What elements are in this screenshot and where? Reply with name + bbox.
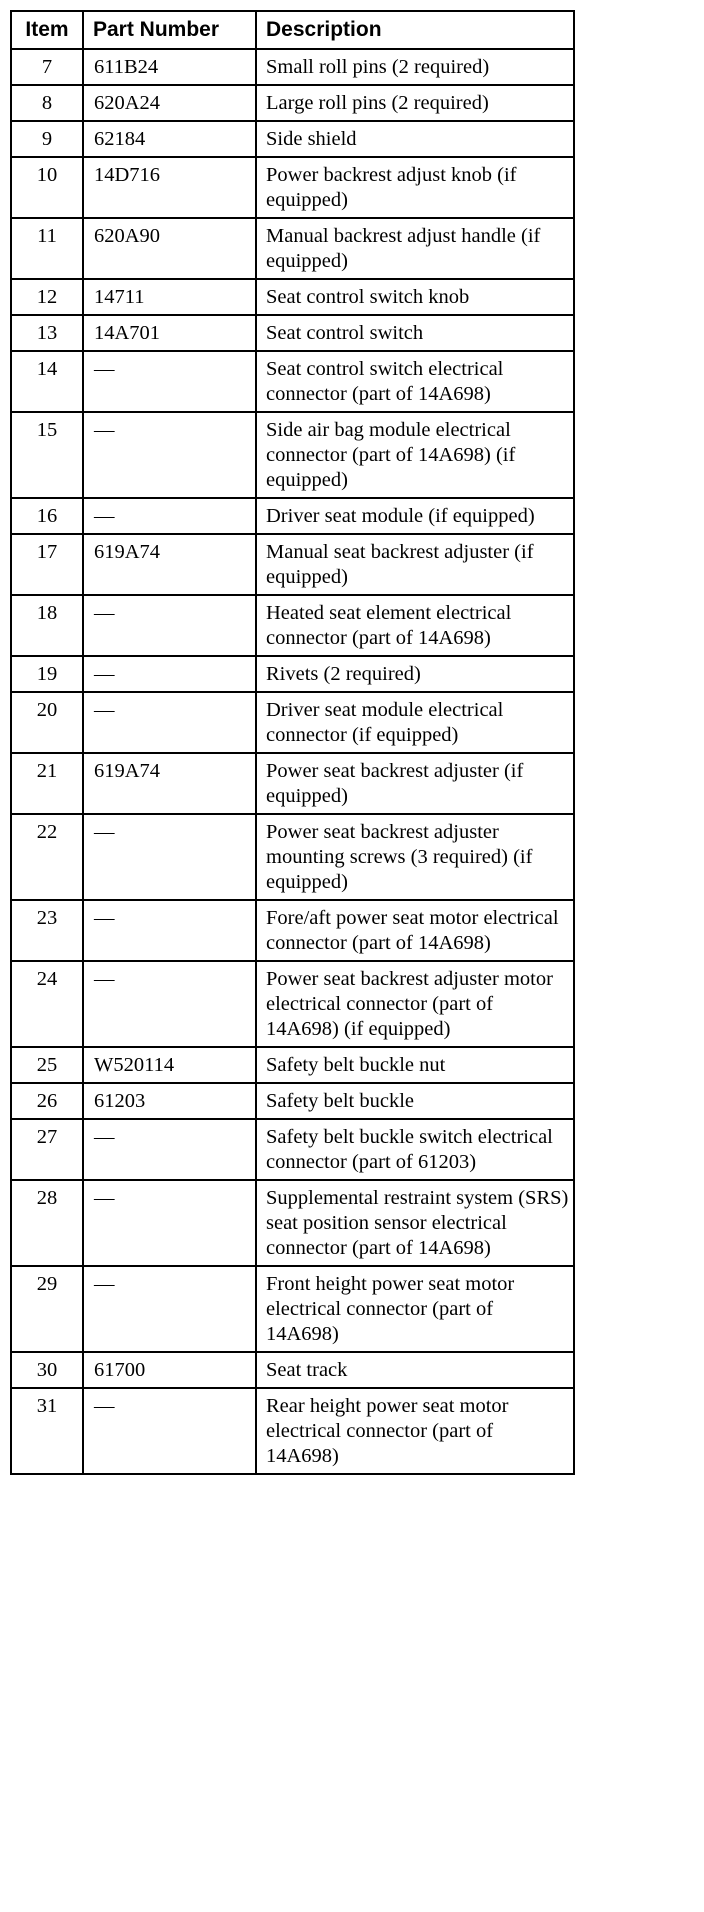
item-number-cell: 12 <box>11 279 83 315</box>
table-header <box>11 11 574 49</box>
table-row <box>11 1266 574 1352</box>
item-number-cell: 25 <box>11 1047 83 1083</box>
part-number-cell: — <box>83 412 256 498</box>
item-number-cell: 20 <box>11 692 83 753</box>
description-cell: Rear height power seat motor electrical connector (part of 14A698) <box>256 1388 574 1474</box>
part-number-cell: — <box>83 656 256 692</box>
table-row <box>11 218 574 279</box>
table-row <box>11 692 574 753</box>
item-number-cell: 28 <box>11 1180 83 1266</box>
table-row <box>11 412 574 498</box>
item-number-cell: 10 <box>11 157 83 218</box>
item-column-header: Item <box>11 11 83 49</box>
description-cell: Power seat backrest adjuster mounting screws (3 required) (if equipped) <box>256 814 574 900</box>
item-number-cell: 26 <box>11 1083 83 1119</box>
part-number-cell: — <box>83 692 256 753</box>
table-row <box>11 49 574 85</box>
description-cell: Driver seat module electrical connector (if equipped) <box>256 692 574 753</box>
table-row <box>11 351 574 412</box>
description-cell: Power seat backrest adjuster motor electrical connector (part of 14A698) (if equipped) <box>256 961 574 1047</box>
item-number-cell: 21 <box>11 753 83 814</box>
table-row <box>11 656 574 692</box>
item-number-cell: 29 <box>11 1266 83 1352</box>
part-number-cell: — <box>83 498 256 534</box>
part-number-cell: 619A74 <box>83 534 256 595</box>
table-row <box>11 1047 574 1083</box>
table-row <box>11 1388 574 1474</box>
parts-table <box>10 10 575 1475</box>
part-number-cell: — <box>83 351 256 412</box>
part-number-cell: W520114 <box>83 1047 256 1083</box>
description-cell: Side shield <box>256 121 574 157</box>
item-number-cell: 18 <box>11 595 83 656</box>
table-row <box>11 814 574 900</box>
table-row <box>11 534 574 595</box>
table-row <box>11 961 574 1047</box>
part-number-cell: 620A24 <box>83 85 256 121</box>
part-number-cell: 620A90 <box>83 218 256 279</box>
item-number-cell: 11 <box>11 218 83 279</box>
description-column-header: Description <box>256 11 574 49</box>
table-row <box>11 121 574 157</box>
item-number-cell: 27 <box>11 1119 83 1180</box>
description-cell: Fore/aft power seat motor electrical connector (part of 14A698) <box>256 900 574 961</box>
description-cell: Seat track <box>256 1352 574 1388</box>
description-cell: Heated seat element electrical connector (part of 14A698) <box>256 595 574 656</box>
item-number-cell: 7 <box>11 49 83 85</box>
table-row <box>11 1180 574 1266</box>
description-cell: Power backrest adjust knob (if equipped) <box>256 157 574 218</box>
part-number-cell: — <box>83 814 256 900</box>
part-number-cell: 61203 <box>83 1083 256 1119</box>
item-number-cell: 23 <box>11 900 83 961</box>
part-number-column-header: Part Number <box>83 11 256 49</box>
part-number-cell: — <box>83 1180 256 1266</box>
description-cell: Side air bag module electrical connector (part of 14A698) (if equipped) <box>256 412 574 498</box>
description-cell: Seat control switch knob <box>256 279 574 315</box>
description-cell: Manual seat backrest adjuster (if equipped) <box>256 534 574 595</box>
item-number-cell: 9 <box>11 121 83 157</box>
part-number-cell: — <box>83 1119 256 1180</box>
table-row <box>11 157 574 218</box>
description-cell: Seat control switch electrical connector (part of 14A698) <box>256 351 574 412</box>
item-number-cell: 16 <box>11 498 83 534</box>
item-number-cell: 8 <box>11 85 83 121</box>
item-number-cell: 15 <box>11 412 83 498</box>
part-number-cell: 611B24 <box>83 49 256 85</box>
part-number-cell: — <box>83 1388 256 1474</box>
part-number-cell: — <box>83 900 256 961</box>
item-number-cell: 24 <box>11 961 83 1047</box>
item-number-cell: 13 <box>11 315 83 351</box>
item-number-cell: 17 <box>11 534 83 595</box>
table-row <box>11 498 574 534</box>
table-row <box>11 315 574 351</box>
part-number-cell: 61700 <box>83 1352 256 1388</box>
description-cell: Driver seat module (if equipped) <box>256 498 574 534</box>
table-row <box>11 900 574 961</box>
table-row <box>11 1119 574 1180</box>
table-row <box>11 279 574 315</box>
item-number-cell: 19 <box>11 656 83 692</box>
header-row <box>11 11 574 49</box>
part-number-cell: — <box>83 1266 256 1352</box>
table-row <box>11 595 574 656</box>
description-cell: Seat control switch <box>256 315 574 351</box>
item-number-cell: 30 <box>11 1352 83 1388</box>
table-row <box>11 753 574 814</box>
table-body <box>11 49 574 1474</box>
table-row <box>11 1352 574 1388</box>
description-cell: Rivets (2 required) <box>256 656 574 692</box>
item-number-cell: 22 <box>11 814 83 900</box>
description-cell: Safety belt buckle nut <box>256 1047 574 1083</box>
description-cell: Safety belt buckle <box>256 1083 574 1119</box>
description-cell: Large roll pins (2 required) <box>256 85 574 121</box>
part-number-cell: 14711 <box>83 279 256 315</box>
table-row <box>11 1083 574 1119</box>
part-number-cell: 619A74 <box>83 753 256 814</box>
description-cell: Small roll pins (2 required) <box>256 49 574 85</box>
part-number-cell: — <box>83 595 256 656</box>
part-number-cell: 14D716 <box>83 157 256 218</box>
description-cell: Supplemental restraint system (SRS) seat position sensor electrical connector (part of 14A698) <box>256 1180 574 1266</box>
description-cell: Safety belt buckle switch electrical connector (part of 61203) <box>256 1119 574 1180</box>
part-number-cell: 62184 <box>83 121 256 157</box>
item-number-cell: 31 <box>11 1388 83 1474</box>
description-cell: Power seat backrest adjuster (if equipped) <box>256 753 574 814</box>
description-cell: Front height power seat motor electrical connector (part of 14A698) <box>256 1266 574 1352</box>
part-number-cell: — <box>83 961 256 1047</box>
item-number-cell: 14 <box>11 351 83 412</box>
description-cell: Manual backrest adjust handle (if equipped) <box>256 218 574 279</box>
part-number-cell: 14A701 <box>83 315 256 351</box>
table-row <box>11 85 574 121</box>
